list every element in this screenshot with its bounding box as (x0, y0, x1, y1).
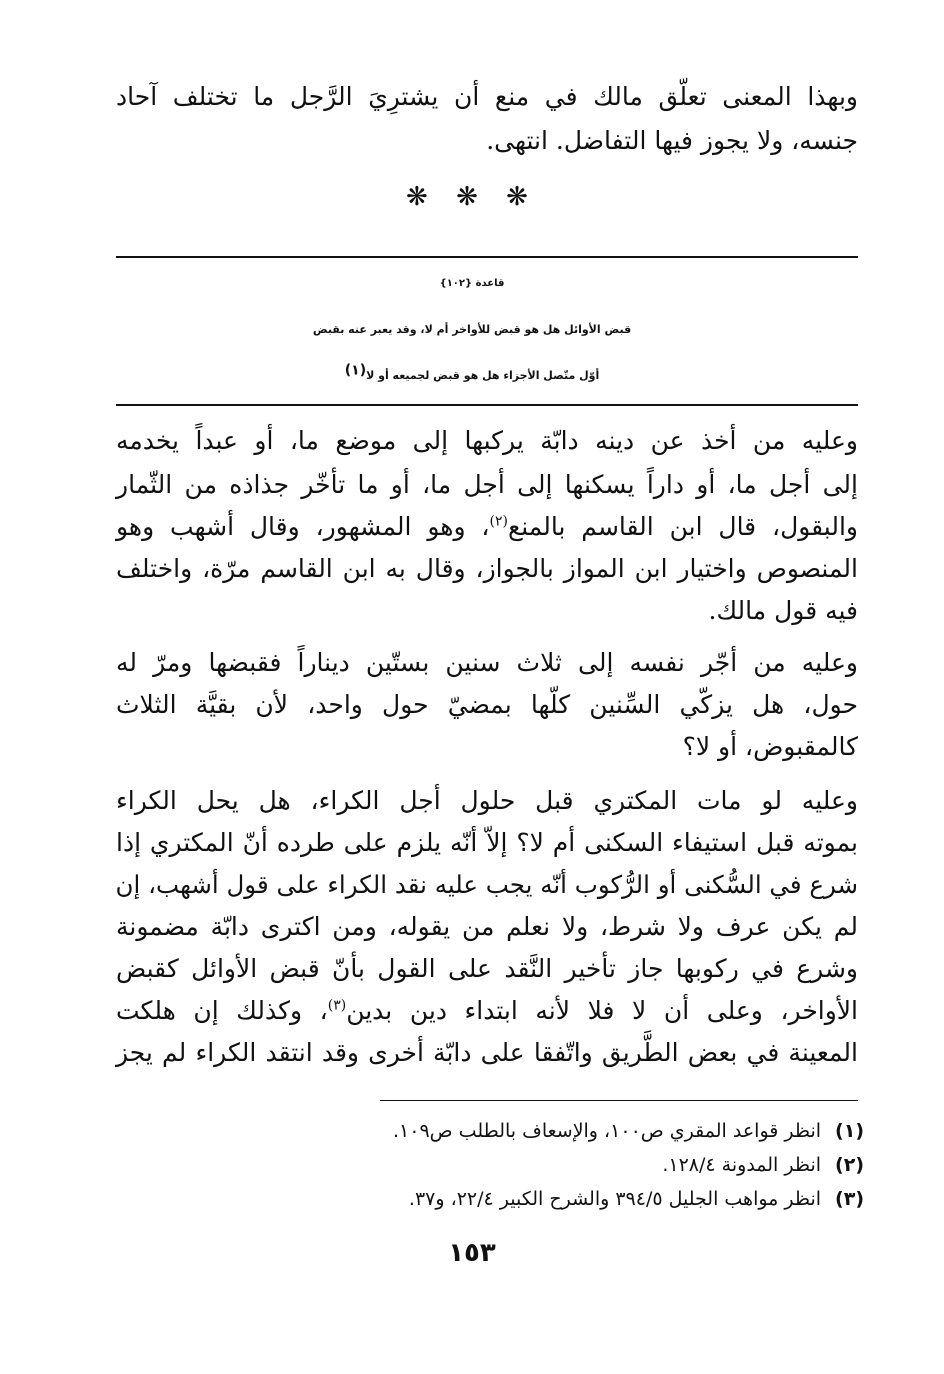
paragraph-3-line-6-head: الأواخر، وعلى أن لا فلا لأنه ابتداء دين بدين (346, 996, 858, 1025)
footnote-ref-2[interactable]: (٢) (489, 513, 508, 530)
paragraph-3-line-7: المعينة في بعض الطَّريق واتّفقا على دابّة أخرى وقد انتقد الكراء لم يجز (116, 1038, 858, 1067)
paragraph-2-line-1: وعليه من أجّر نفسه إلى ثلاث سنين بستّين ديناراً فقبضها ومرّ له (116, 648, 858, 677)
paragraph-3-line-2: بموته قبل استيفاء السكنى أم لا؟ إلاّ أنّه يلزم على طرده أنّ المكتري إذا (116, 828, 858, 857)
footnote-3 (409, 1184, 864, 1214)
rule-title-line-2 (0, 352, 944, 400)
paragraph-3-line-3: شرع في السُّكنى أو الرُّكوب أنّه يجب عليه نقد الكراء على قول أشهب، إن (115, 870, 858, 899)
paragraph-2-line-3: كالمقبوض، أو لا؟ (682, 732, 858, 761)
intro-line-1: وبهذا المعنى تعلّق مالك في منع أن يشترِيَ الرَّجل ما تختلف آحاد (116, 82, 858, 111)
paragraph-3-line-6-tail: ، وكذلك إن هلكت (116, 996, 328, 1025)
footnote-ref-3[interactable]: (٣) (327, 997, 347, 1014)
footnote-1-text: انظر قواعد المقري ص١٠٠، والإسعاف بالطلب ص١٠٩. (393, 1120, 822, 1142)
paragraph-1-line-2: إلى أجل ما، أو داراً يسكنها إلى أجل ما، أو ما تأخّر جذاذه من الثّمار (116, 470, 858, 499)
heading-bottom-rule (116, 404, 858, 406)
footnote-separator (380, 1100, 858, 1101)
footnote-1-number: (١) (835, 1120, 864, 1142)
footnote-3-number: (٣) (835, 1188, 864, 1210)
paragraph-1-line-4: المنصوص واختيار ابن المواز بالجواز، وقال به ابن القاسم مرّة، واختلف (116, 554, 858, 583)
footnote-2-number: (٢) (835, 1154, 864, 1176)
paragraph-3-line-6 (116, 992, 858, 1030)
paragraph-1-line-1: وعليه من أخذ عن دينه دابّة يركبها إلى موضع ما، أو عبداً يخدمه (116, 426, 858, 455)
intro-line-2: جنسه، ولا يجوز فيها التفاضل. انتهى. (486, 126, 858, 155)
footnote-2-text: انظر المدونة ١٢٨/٤. (662, 1154, 822, 1176)
paragraph-2-line-2: حول، هل يزكّي السِّنين كلّها بمضيّ حول واحد، لأن بقيَّة الثلاث (116, 690, 858, 719)
footnote-1 (393, 1116, 864, 1146)
footnote-2 (662, 1150, 864, 1180)
paragraph-3-line-1: وعليه لو مات المكتري قبل حلول أجل الكراء، هل يحل الكراء (116, 786, 858, 815)
paragraph-1-line-3-head: والبقول، قال ابن القاسم بالمنع (507, 512, 858, 541)
section-separator: ❋ ❋ ❋ (406, 182, 538, 212)
paragraph-1-line-3-tail: ، وهو المشهور، وقال أشهب وهو (116, 512, 490, 541)
paragraph-1-line-5: فيه قول مالك. (708, 596, 858, 625)
footnote-3-text: انظر مواهب الجليل ٣٩٤/٥ والشرح الكبير ٢٢/٤، و٣٧. (408, 1188, 822, 1210)
heading-top-rule (116, 256, 858, 258)
paragraph-3-line-4: لم يكن عرف ولا شرط، ولا نعلم من يقوله، ومن اكترى دابّة مضمونة (116, 912, 858, 941)
paragraph-3-line-5: وشرع في ركوبها جاز تأخير النَّقد على القول بأنّ قبض الأوائل كقبض (116, 954, 858, 983)
page-number: ١٥٣ (448, 1238, 496, 1268)
paragraph-1-line-3 (116, 508, 858, 546)
rule-title-line-1: قبض الأوائل هل هو قبض للأواخر أم لا، وقد يعبر عنه بقبض (312, 323, 632, 336)
rule-number-label: قاعدة {١٠٢} (439, 278, 505, 289)
footnote-ref-1[interactable]: (١) (344, 362, 367, 379)
rule-title-line-2-text: أوّل متّصل الأجزاء هل هو قبض لجميعه أو لا (366, 369, 600, 382)
